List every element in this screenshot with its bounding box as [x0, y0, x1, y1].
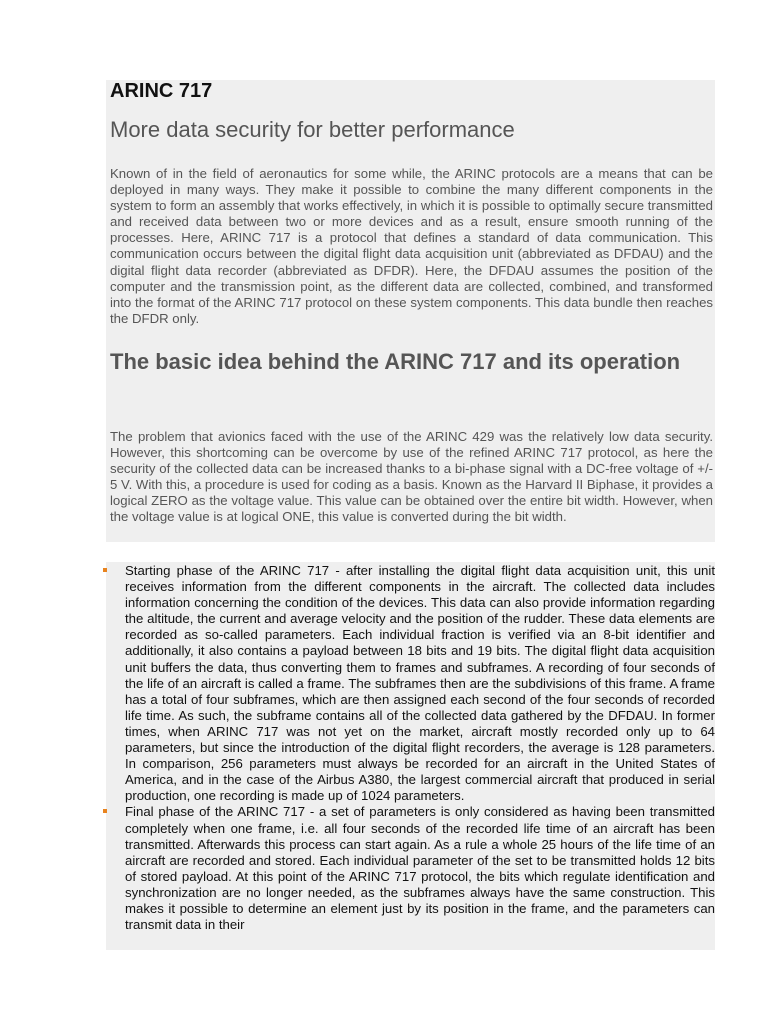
bullet-icon	[103, 809, 107, 813]
section-paragraph: The problem that avionics faced with the use of the ARINC 429 was the relatively low data security. However, this shortcoming can be overcome by use of the refined ARINC 717 protocol, as here the security of the collected data can be increased thanks to a bi-phase signal with a DC-free voltage of +/- 5 V. With this, a procedure is used for coding as a basis. Known as the Harvard II Biphase, it provides a logical ZERO as the voltage value. This value can be obtained over the entire bit width. However, when the voltage value is at logical ONE, this value is converted during the bit width.	[110, 429, 713, 525]
section-heading: The basic idea behind the ARINC 717 and its operation	[110, 349, 681, 374]
list-item-text: Final phase of the ARINC 717 - a set of parameters is only considered as having been transmitted completely when one frame, i.e. all four seconds of the recorded life time of an aircraft has been transmitted. Afterwards this process can start again. As a rule a whole 25 hours of the life time of an aircraft are recorded and stored. Each individual parameter of the set to be transmitted holds 12 bits of stored payload. At this point of the ARINC 717 protocol, the bits which regulate identification and synchronization are no longer needed, as the subframes always have the same construction. This makes it possible to determine an element just by its position in the frame, and the parameters can transmit data in their	[125, 804, 715, 933]
bullet-icon	[103, 568, 107, 572]
page-title: ARINC 717	[110, 80, 213, 102]
list-item	[100, 563, 715, 804]
phase-list	[100, 563, 715, 933]
page-subtitle: More data security for better performance	[110, 117, 515, 142]
list-item-text: Starting phase of the ARINC 717 - after installing the digital flight data acquisition unit, this unit receives information from the different components in the aircraft. The collected data includes information concerning the condition of the devices. This data can also provide information regarding the altitude, the current and average velocity and the position of the rudder. These data elements are recorded as so-called parameters. Each individual fraction is verified via an 8-bit identifier and additionally, it also contains a payload between 18 bits and 19 bits. The digital flight data acquisition unit buffers the data, thus converting them to frames and subframes. A recording of four seconds of the life of an aircraft is called a frame. The subframes then are the subdivisions of this frame. A frame has a total of four subframes, which are then assigned each second of the four seconds of recorded life time. As such, the subframe contains all of the collected data gathered by the DFDAU. In former times, when ARINC 717 was not yet on the market, aircraft mostly recorded only up to 64 parameters, but since the introduction of the digital flight recorders, the average is 128 parameters. In comparison, 256 parameters must always be recorded for an aircraft in the United States of America, and in the case of the Airbus A380, the largest commercial aircraft that produced in serial production, one recording is made up of 1024 parameters.	[125, 563, 715, 804]
intro-paragraph: Known of in the field of aeronautics for some while, the ARINC protocols are a means that can be deployed in many ways. They make it possible to combine the many different components in the system to form an assembly that works effectively, in which it is possible to optimally secure transmitted and received data between two or more devices and as a result, ensure smooth running of the processes. Here, ARINC 717 is a protocol that defines a standard of data communication. This communication occurs between the digital flight data acquisition unit (abbreviated as DFDAU) and the digital flight data recorder (abbreviated as DFDR). Here, the DFDAU assumes the position of the computer and the transmission point, as the different data are collected, combined, and transformed into the format of the ARINC 717 protocol on these system components. This data bundle then reaches the DFDR only.	[110, 166, 713, 326]
list-item	[100, 804, 715, 933]
